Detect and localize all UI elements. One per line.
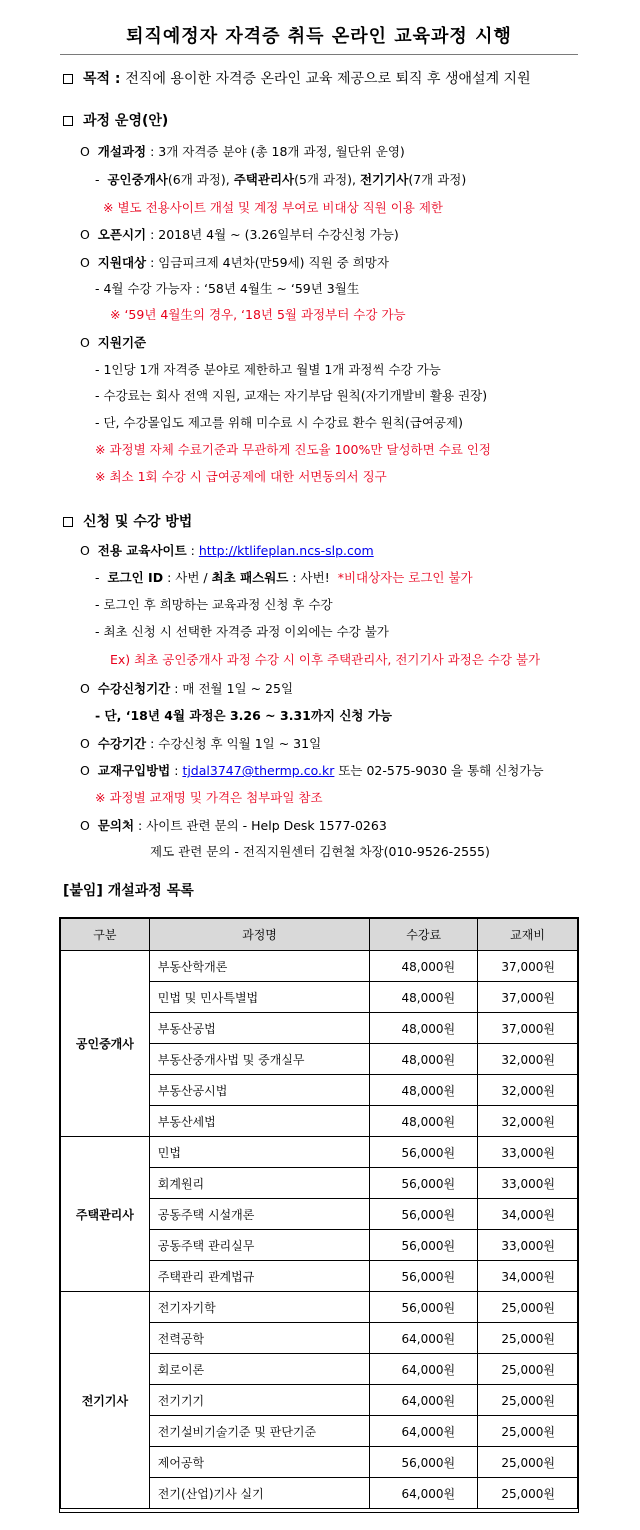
contact-text-1: : 사이트 관련 문의 - Help Desk 1577-0263 [138, 818, 387, 833]
book-fee: 33,000원 [478, 1137, 578, 1168]
course-fee: 56,000원 [370, 1199, 478, 1230]
course-fee: 64,000원 [370, 1323, 478, 1354]
book-fee: 32,000원 [478, 1075, 578, 1106]
target-note: ※ ‘59년 4월生의 경우, ‘18년 5월 과정부터 수강 가능 [110, 307, 406, 322]
colon: : [190, 543, 195, 558]
open-label: 오픈시기 [97, 227, 147, 242]
contact-text-2: 제도 관련 문의 - 전직지원센터 김현철 차장(010-9526-2555) [150, 844, 490, 859]
course-fee: 48,000원 [370, 951, 478, 982]
book-fee: 34,000원 [478, 1261, 578, 1292]
login-sub-1: - 로그인 후 희망하는 교육과정 신청 후 수강 [95, 597, 333, 612]
courses-qualifications [95, 171, 466, 189]
dash: - [95, 570, 100, 585]
courses-text: : 3개 자격증 분야 (총 18개 과정, 월단위 운영) [150, 144, 405, 159]
login-id-label: 로그인 ID [107, 570, 164, 585]
course-fee: 64,000원 [370, 1416, 478, 1447]
section-heading-text: 과정 운영(안) [83, 113, 169, 129]
criteria-item-3: - 단, 수강몰입도 제고를 위해 미수료 시 수강료 환수 원칙(급여공제) [95, 415, 463, 430]
course-name: 전기기기 [149, 1385, 369, 1416]
book-fee: 34,000원 [478, 1199, 578, 1230]
target-line [80, 254, 389, 272]
book-fee: 25,000원 [478, 1478, 578, 1509]
course-name: 민법 및 민사특별법 [149, 982, 369, 1013]
qualification-1-count: (6개 과정), [167, 172, 230, 187]
book-fee: 37,000원 [478, 982, 578, 1013]
course-name: 제어공학 [149, 1447, 369, 1478]
qualification-2: 주택관리사 [233, 172, 295, 187]
login-sub-2: - 최초 신청 시 선택한 자격증 과정 이외에는 수강 불가 [95, 624, 389, 639]
duration-label: 수강기간 [97, 736, 147, 751]
qualification-1: 공인중개사 [107, 172, 168, 187]
login-id-text: : 사번 / [167, 570, 208, 585]
bullet-o-icon: O [80, 227, 90, 242]
book-fee: 25,000원 [478, 1416, 578, 1447]
appendix-title: [붙임] 개설과정 목록 [63, 883, 194, 899]
target-label: 지원대상 [97, 255, 147, 270]
courses-line [80, 143, 405, 161]
book-fee: 33,000원 [478, 1230, 578, 1261]
book-fee: 25,000원 [478, 1354, 578, 1385]
course-fee: 48,000원 [370, 982, 478, 1013]
criteria-note-1: ※ 과정별 자체 수료기준과 무관하게 진도율 100%만 달성하면 수료 인정 [95, 442, 491, 457]
column-header-fee: 수강료 [370, 919, 478, 951]
period-label: 수강신청기간 [97, 681, 171, 696]
book-line [80, 762, 544, 780]
courses-label: 개설과정 [97, 144, 147, 159]
course-name: 부동산중개사법 및 중개실무 [149, 1044, 369, 1075]
checkbox-square-icon [63, 517, 73, 527]
category-cell: 주택관리사 [61, 1137, 150, 1292]
column-header-category: 구분 [61, 919, 150, 951]
book-text: 또는 02-575-9030 을 통해 신청가능 [338, 763, 544, 778]
category-cell: 전기기사 [61, 1292, 150, 1509]
course-name: 부동산세법 [149, 1106, 369, 1137]
section-heading-apply [63, 513, 192, 531]
bullet-o-icon: O [80, 681, 90, 696]
bullet-o-icon: O [80, 543, 90, 558]
book-fee: 32,000원 [478, 1044, 578, 1075]
checkbox-square-icon [63, 116, 73, 126]
target-sub: - 4월 수강 가능자 : ‘58년 4월生 ~ ‘59년 3월生 [95, 281, 360, 296]
book-fee: 25,000원 [478, 1385, 578, 1416]
dash: - [95, 172, 100, 187]
open-line [80, 226, 399, 244]
bullet-o-icon: O [80, 335, 90, 350]
table-row [61, 951, 578, 982]
section-heading-text: 신청 및 수강 방법 [83, 514, 193, 530]
course-list-table [60, 918, 578, 1509]
book-label: 교재구입방법 [97, 763, 171, 778]
login-restriction-note: *비대상자는 로그인 불가 [337, 570, 473, 585]
bullet-o-icon: O [80, 818, 90, 833]
course-fee: 64,000원 [370, 1478, 478, 1509]
column-header-course: 과정명 [149, 919, 369, 951]
contact-label: 문의처 [97, 818, 135, 833]
period-text: : 매 전월 1일 ~ 25일 [174, 681, 294, 696]
duration-line [80, 735, 321, 753]
bullet-o-icon: O [80, 144, 90, 159]
criteria-note-2: ※ 최소 1회 수강 시 급여공제에 대한 서면동의서 징구 [95, 469, 387, 484]
criteria-line [80, 334, 146, 352]
purpose-label: 목적 : [83, 71, 121, 87]
book-fee: 32,000원 [478, 1106, 578, 1137]
course-name: 공동주택 시설개론 [149, 1199, 369, 1230]
book-fee: 25,000원 [478, 1292, 578, 1323]
colon: : [174, 763, 179, 778]
password-text: : 사번! [292, 570, 330, 585]
open-text: : 2018년 4월 ~ (3.26일부터 수강신청 가능) [150, 227, 399, 242]
duration-text: : 수강신청 후 익월 1일 ~ 31일 [150, 736, 322, 751]
criteria-label: 지원기준 [97, 335, 147, 350]
book-note: ※ 과정별 교재명 및 가격은 첨부파일 참조 [95, 790, 323, 805]
course-name: 전기설비기술기준 및 판단기준 [149, 1416, 369, 1447]
course-fee: 64,000원 [370, 1354, 478, 1385]
site-line [80, 542, 374, 560]
criteria-item-1: - 1인당 1개 자격증 분야로 제한하고 월별 1개 과정씩 수강 가능 [95, 362, 441, 377]
book-fee: 37,000원 [478, 951, 578, 982]
bullet-o-icon: O [80, 255, 90, 270]
table-header-row [61, 919, 578, 951]
password-label: 최초 패스워드 [211, 570, 289, 585]
period-line [80, 680, 293, 698]
login-example: Ex) 최초 공인중개사 과정 수강 시 이후 주택관리사, 전기기사 과정은 수강 불가 [110, 652, 541, 667]
purpose-text: 전직에 용이한 자격증 온라인 교육 제공으로 퇴직 후 생애설계 지원 [125, 71, 531, 87]
qualification-2-count: (5개 과정), [294, 172, 357, 187]
course-fee: 56,000원 [370, 1447, 478, 1478]
course-fee: 48,000원 [370, 1013, 478, 1044]
category-cell: 공인중개사 [61, 951, 150, 1137]
course-fee: 56,000원 [370, 1168, 478, 1199]
page-title: 퇴직예정자 자격증 취득 온라인 교육과정 시행 [126, 26, 512, 47]
course-name: 부동산공시법 [149, 1075, 369, 1106]
course-fee: 56,000원 [370, 1292, 478, 1323]
qualification-3: 전기기사 [360, 172, 409, 187]
course-name: 전기(산업)기사 실기 [149, 1478, 369, 1509]
course-fee: 56,000원 [370, 1261, 478, 1292]
course-fee: 48,000원 [370, 1106, 478, 1137]
course-fee: 48,000원 [370, 1044, 478, 1075]
course-name: 민법 [149, 1137, 369, 1168]
course-name: 전력공학 [149, 1323, 369, 1354]
course-name: 전기자기학 [149, 1292, 369, 1323]
book-fee: 37,000원 [478, 1013, 578, 1044]
column-header-book: 교재비 [478, 919, 578, 951]
contact-line [80, 817, 387, 835]
course-name: 공동주택 관리실무 [149, 1230, 369, 1261]
bullet-o-icon: O [80, 736, 90, 751]
course-name: 회로이론 [149, 1354, 369, 1385]
book-fee: 33,000원 [478, 1168, 578, 1199]
site-url-link[interactable]: http://ktlifeplan.ncs-slp.com [198, 543, 374, 558]
purpose-line [63, 70, 531, 88]
course-fee: 56,000원 [370, 1230, 478, 1261]
course-fee: 64,000원 [370, 1385, 478, 1416]
table-row [61, 1292, 578, 1323]
checkbox-square-icon [63, 74, 73, 84]
course-fee: 48,000원 [370, 1075, 478, 1106]
qualification-3-count: (7개 과정) [408, 172, 467, 187]
bullet-o-icon: O [80, 763, 90, 778]
criteria-item-2: - 수강료는 회사 전액 지원, 교재는 자기부담 원칙(자기개발비 활용 권장) [95, 388, 488, 403]
title-divider [60, 54, 578, 55]
course-name: 부동산학개론 [149, 951, 369, 982]
target-text: : 임금피크제 4년차(만59세) 직원 중 희망자 [150, 255, 389, 270]
section-heading-operation [63, 112, 168, 130]
book-fee: 25,000원 [478, 1447, 578, 1478]
book-email-link[interactable]: tjdal3747@thermp.co.kr [182, 763, 335, 778]
site-restriction-note: ※ 별도 전용사이트 개설 및 계정 부여로 비대상 직원 이용 제한 [103, 200, 444, 215]
site-label: 전용 교육사이트 [97, 543, 187, 558]
course-name: 부동산공법 [149, 1013, 369, 1044]
course-name: 회계원리 [149, 1168, 369, 1199]
course-fee: 56,000원 [370, 1137, 478, 1168]
period-sub: - 단, ‘18년 4월 과정은 3.26 ~ 3.31까지 신청 가능 [95, 708, 393, 723]
table-row [61, 1137, 578, 1168]
course-name: 주택관리 관계법규 [149, 1261, 369, 1292]
login-line [95, 569, 473, 587]
book-fee: 25,000원 [478, 1323, 578, 1354]
